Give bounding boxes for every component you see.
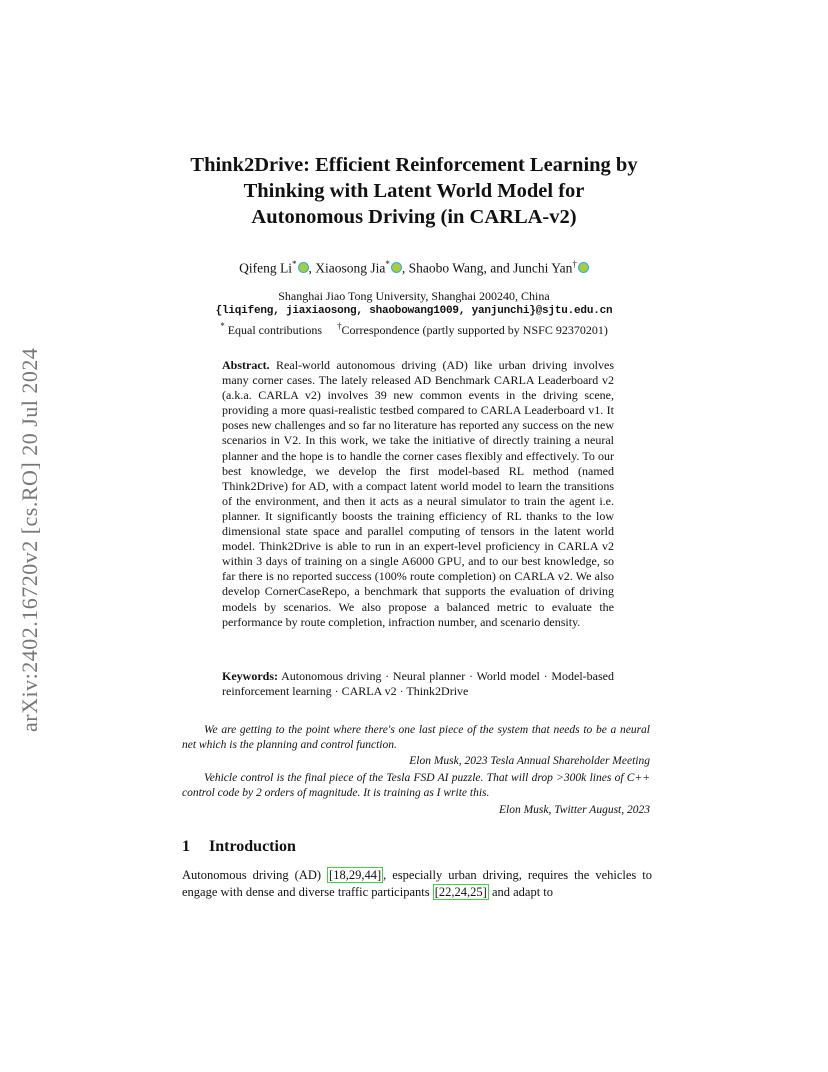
intro-text: , especially urban driving, requires the vehicles to engage with dense and diverse traffic participants xyxy=(182,868,652,899)
citation-number: 24 xyxy=(454,885,468,899)
correspondence-mark: † xyxy=(337,321,342,331)
citation-number: 18 xyxy=(333,868,346,882)
abstract xyxy=(222,358,614,630)
affiliation: Shanghai Jiao Tong University, Shanghai 200240, China xyxy=(278,289,550,303)
author-list: Qifeng Li* , Xiaosong Jia* , Shaobo Wang, and Junchi Yan† xyxy=(150,259,678,277)
title-line-1: Think2Drive: Efficient Reinforcement Learning by xyxy=(190,154,638,176)
epigraph-source: Elon Musk, 2023 Tesla Annual Shareholder Meeting xyxy=(409,755,650,767)
epigraph-quote: Vehicle control is the final piece of the Tesla FSD AI puzzle. That will drop >300k lines of C++ control code by 2 orders of magnitude. It is training as I write this. xyxy=(182,772,650,799)
intro-text: and adapt to xyxy=(491,885,554,899)
arxiv-side-stamp: arXiv:2402.16720v2 [cs.RO] 20 Jul 2024 xyxy=(17,347,42,732)
paper-title xyxy=(150,152,678,230)
abstract-text: Real-world autonomous driving (AD) like urban driving involves many corner cases. The lately released AD Benchmark CARLA Leaderboard v2 (a.k.a. CARLA v2) involves 39 new common events in the driving scene, providing a more quasi-realistic testbed compared to CARLA Leaderboard v1. It poses new challenges and so far no literature has reported any success on the new scenarios in V2. In this work, we take the initiative of directly training a neural planner and the hope is to handle the corner cases flexibly and effectively. To our best knowledge, we develop the first model-based RL method (named Think2Drive) for AD, with a compact latent world model to learn the transitions of the environment, and then it acts as a neural simulator to train the agent i.e. planner. It significantly boosts the training efficiency of RL thanks to the low dimensional state space and parallel computing of tensors in the latent world model. Think2Drive is able to run in an expert-level proficiency in CARLA v2 within 3 days of training on a single A6000 GPU, and to our best knowledge, so far there is no reported success (100% route completion) on CARLA v2. We also develop CornerCaseRepo, a benchmark that supports the evaluation of driving models by scenarios. We also propose a balanced metric to evaluate the performance by route completion, infraction number, and scenario density. xyxy=(222,358,615,629)
citation-link[interactable]: [18,29,44] xyxy=(329,868,382,882)
section-title: Introduction xyxy=(209,838,296,855)
equal-contribution-note: Equal contributions xyxy=(227,323,323,337)
keywords-text: Autonomous driving · Neural planner · World model · Model-based reinforcement learning · CARLA v2 · Think2Drive xyxy=(222,669,614,699)
correspondence-mark: † xyxy=(572,259,577,269)
keywords xyxy=(222,669,614,699)
author-name: Qifeng Li xyxy=(239,260,293,276)
epigraph-quote: We are getting to the point where there's one last piece of the system that needs to be a neural net which is the planning and control function. xyxy=(182,724,650,751)
citation-number: 29 xyxy=(348,868,362,882)
equal-contribution-mark: * xyxy=(385,259,390,269)
keywords-label: Keywords: xyxy=(222,669,278,683)
section-heading xyxy=(182,838,296,856)
email-list: {liqifeng, jiaxiaosong, shaobowang1009, yanjunchi}@sjtu.edu.cn xyxy=(215,305,613,317)
citation-number: 25 xyxy=(470,885,483,899)
correspondence-note: Correspondence (partly supported by NSFC 92370201) xyxy=(341,323,608,337)
epigraph-source: Elon Musk, Twitter August, 2023 xyxy=(499,804,650,816)
title-line-3: Autonomous Driving (in CARLA-v2) xyxy=(251,206,577,228)
affiliation-block xyxy=(150,289,678,338)
intro-text: Autonomous driving (AD) xyxy=(182,868,322,882)
citation-link[interactable]: [22,24,25] xyxy=(434,885,487,899)
abstract-label: Abstract. xyxy=(222,358,270,372)
orcid-icon[interactable] xyxy=(578,262,589,273)
equal-contribution-mark: * xyxy=(292,259,297,269)
equal-contribution-mark: * xyxy=(220,321,225,331)
orcid-icon[interactable] xyxy=(298,262,309,273)
author-conjunction: and xyxy=(490,260,510,276)
author-name: Xiaosong Jia xyxy=(315,260,386,276)
author-notes xyxy=(150,319,678,338)
author-name: Junchi Yan xyxy=(513,260,573,276)
title-line-2: Thinking with Latent World Model for xyxy=(243,180,585,202)
citation-number: 22 xyxy=(438,885,452,899)
intro-paragraph xyxy=(182,867,652,901)
citation-number: 44 xyxy=(364,868,377,882)
section-number: 1 xyxy=(182,838,190,855)
author-name: Shaobo Wang xyxy=(408,260,484,276)
orcid-icon[interactable] xyxy=(391,262,402,273)
